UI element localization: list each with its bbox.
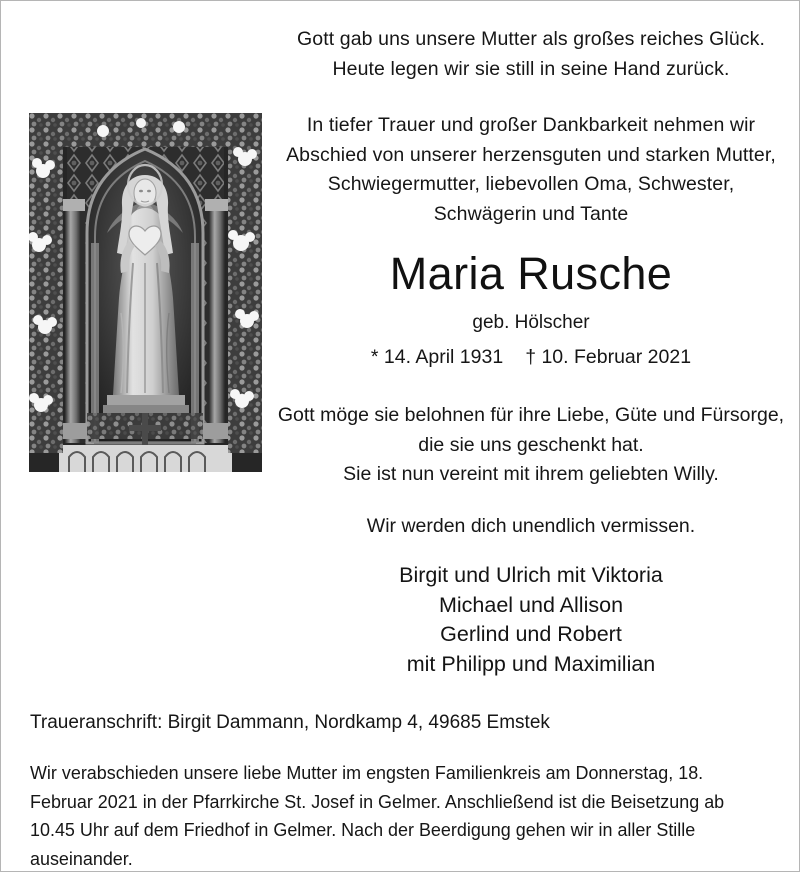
opening-verse-line-1: Gott gab uns unsere Mutter als großes reiches Glück. — [297, 28, 765, 50]
opening-verse-line-2: Heute legen wir sie still in seine Hand zurück. — [332, 58, 730, 80]
family-line-4: mit Philipp und Maximilian — [406, 651, 656, 676]
family-line-1: Birgit und Ulrich mit Viktoria — [399, 563, 663, 587]
life-dates — [271, 344, 791, 371]
intro-paragraph — [271, 111, 791, 229]
intro-line-3: Schwiegermutter, liebevollen Oma, Schwester, — [327, 173, 735, 195]
opening-verse — [271, 24, 791, 84]
maiden-name: geb. Hölscher — [472, 312, 590, 333]
farewell-line: Wir werden dich unendlich vermissen. — [366, 515, 696, 537]
intro-line-4: Schwägerin und Tante — [433, 202, 629, 225]
funeral-details-text: Wir verabschieden unsere liebe Mutter im engsten Familienkreis am Donnerstag, 18. Februar 2021 in der Pfarrkirche St. Josef in Gelmer. Anschließend ist die Beisetzung ab 10.45 Uhr auf dem Friedhof in Gelmer. Nach der Beerdigung gehen wir in aller Stille auseinander. — [30, 762, 725, 869]
intro-line-2: Abschied von unserer herzensguten und starken Mutter, — [286, 143, 776, 166]
memorial-verse-line-2: die sie uns geschenkt hat. — [418, 433, 644, 456]
family-members-list — [271, 561, 791, 679]
family-line-2: Michael und Allison — [438, 592, 624, 617]
funeral-details — [30, 759, 750, 872]
memorial-verse-line-1: Gott möge sie belohnen für ihre Liebe, Güte und Fürsorge, — [277, 404, 785, 426]
family-line-3: Gerlind und Robert — [440, 622, 622, 646]
birth-date: * 14. April 1931 — [370, 346, 504, 368]
death-date: † 10. Februar 2021 — [525, 346, 692, 368]
memorial-verse — [271, 401, 791, 490]
memorial-verse-line-3: Sie ist nun vereint mit ihrem geliebten Willy. — [343, 463, 719, 485]
notice-text-content — [1, 1, 800, 872]
deceased-name: Maria Rusche — [389, 248, 673, 299]
mourning-address: Traueranschrift: Birgit Dammann, Nordkamp 4, 49685 Emstek — [30, 712, 550, 733]
intro-line-1: In tiefer Trauer und großer Dankbarkeit nehmen wir — [306, 114, 756, 136]
